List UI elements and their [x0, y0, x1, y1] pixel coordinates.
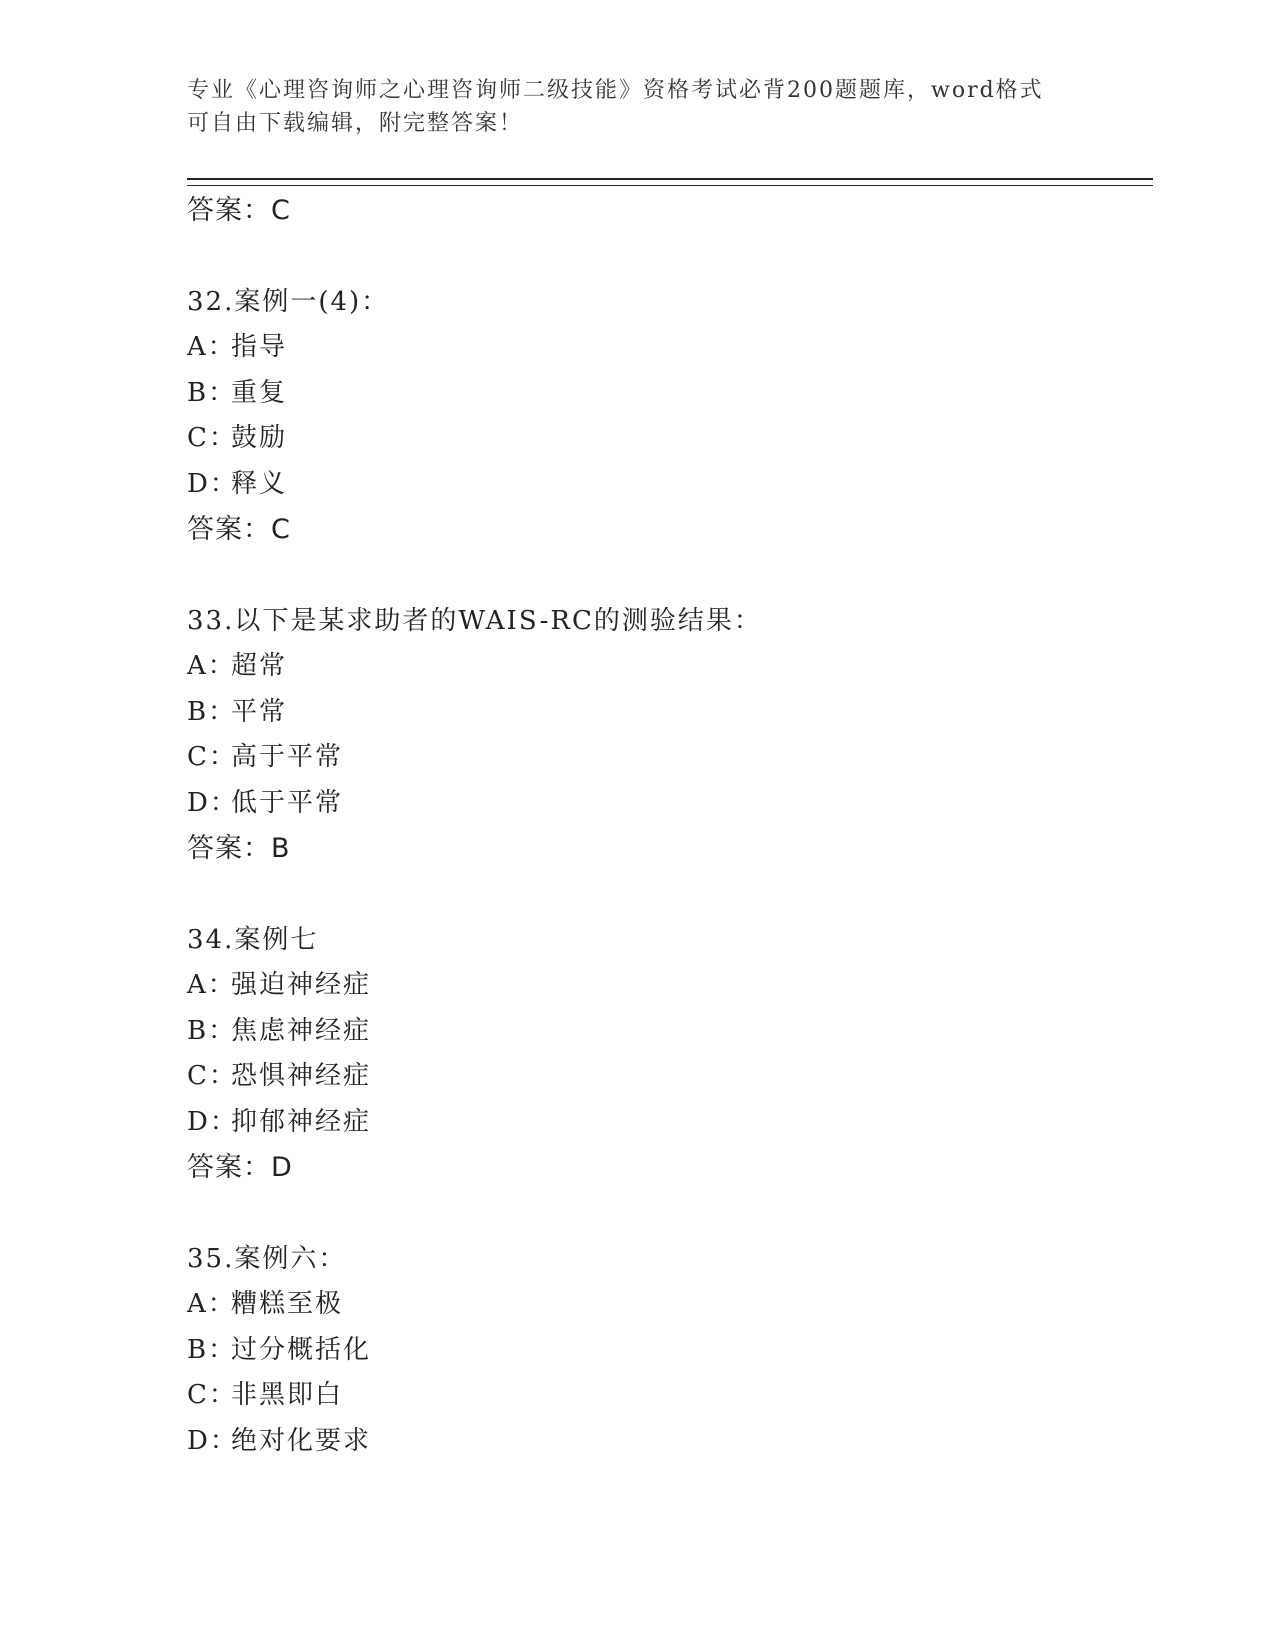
answer-line: 答案：C — [187, 195, 291, 226]
option-label: A： — [187, 970, 236, 1000]
question-title: 33.以下是某求助者的WAIS-RC的测验结果： — [187, 605, 762, 636]
option-text: 释义 — [231, 468, 288, 499]
option-label: B： — [187, 696, 237, 727]
option-text: 指导 — [231, 332, 288, 362]
option-text: 低于平常 — [231, 787, 344, 818]
option-label: A： — [187, 332, 236, 362]
question-block — [187, 1237, 1147, 1465]
question-title: 32.案例一(4)： — [187, 286, 390, 317]
spacer — [187, 553, 1147, 599]
question-title: 35.案例六： — [187, 1243, 347, 1274]
option-text: 糟糕至极 — [231, 1289, 344, 1319]
option-label: B： — [187, 1334, 237, 1365]
spacer — [187, 234, 1147, 280]
option-label: A： — [187, 1289, 236, 1319]
option-label: C： — [187, 742, 237, 772]
option-c — [187, 735, 1147, 781]
header-line-1: 专业《心理咨询师之心理咨询师二级技能》资格考试必背200题题库，word格式 — [187, 78, 1044, 103]
question-block — [187, 280, 1147, 553]
option-text: 超常 — [231, 651, 288, 681]
option-label: D： — [187, 787, 238, 818]
option-label: D： — [187, 1425, 238, 1456]
option-c — [187, 416, 1147, 462]
option-text: 重复 — [231, 377, 288, 408]
option-label: B： — [187, 377, 237, 408]
option-b — [187, 371, 1147, 417]
header-line-2: 可自由下载编辑，附完整答案！ — [187, 111, 524, 136]
question-block — [187, 918, 1147, 1191]
option-label: B： — [187, 1015, 237, 1046]
option-d — [187, 1419, 1147, 1465]
option-b — [187, 690, 1147, 736]
option-d — [187, 462, 1147, 508]
option-text: 高于平常 — [231, 742, 344, 772]
option-label: C： — [187, 423, 237, 453]
answer-line: 答案：B — [187, 833, 291, 864]
option-text: 强迫神经症 — [231, 970, 372, 1000]
option-text: 绝对化要求 — [231, 1425, 372, 1456]
option-a — [187, 1282, 1147, 1328]
option-a — [187, 644, 1147, 690]
option-c — [187, 1054, 1147, 1100]
option-label: A： — [187, 651, 236, 681]
option-a — [187, 325, 1147, 371]
option-text: 非黑即白 — [231, 1380, 344, 1410]
page-header — [187, 74, 1087, 140]
option-text: 平常 — [231, 696, 288, 727]
option-b — [187, 1009, 1147, 1055]
option-d — [187, 781, 1147, 827]
option-text: 过分概括化 — [231, 1334, 372, 1365]
question-title: 34.案例七 — [187, 924, 319, 955]
option-label: C： — [187, 1061, 237, 1091]
option-label: D： — [187, 1106, 238, 1137]
header-divider — [187, 178, 1153, 186]
option-text: 鼓励 — [231, 423, 288, 453]
option-d — [187, 1100, 1147, 1146]
option-b — [187, 1328, 1147, 1374]
option-text: 抑郁神经症 — [231, 1106, 372, 1137]
spacer — [187, 1191, 1147, 1237]
option-c — [187, 1373, 1147, 1419]
answer-line: 答案：C — [187, 514, 291, 545]
option-text: 恐惧神经症 — [231, 1061, 372, 1091]
option-label: D： — [187, 468, 238, 499]
option-label: C： — [187, 1380, 237, 1410]
question-block — [187, 599, 1147, 872]
option-a — [187, 963, 1147, 1009]
answer-line: 答案：D — [187, 1152, 293, 1183]
question-list — [187, 188, 1147, 1464]
option-text: 焦虑神经症 — [231, 1015, 372, 1046]
spacer — [187, 872, 1147, 918]
